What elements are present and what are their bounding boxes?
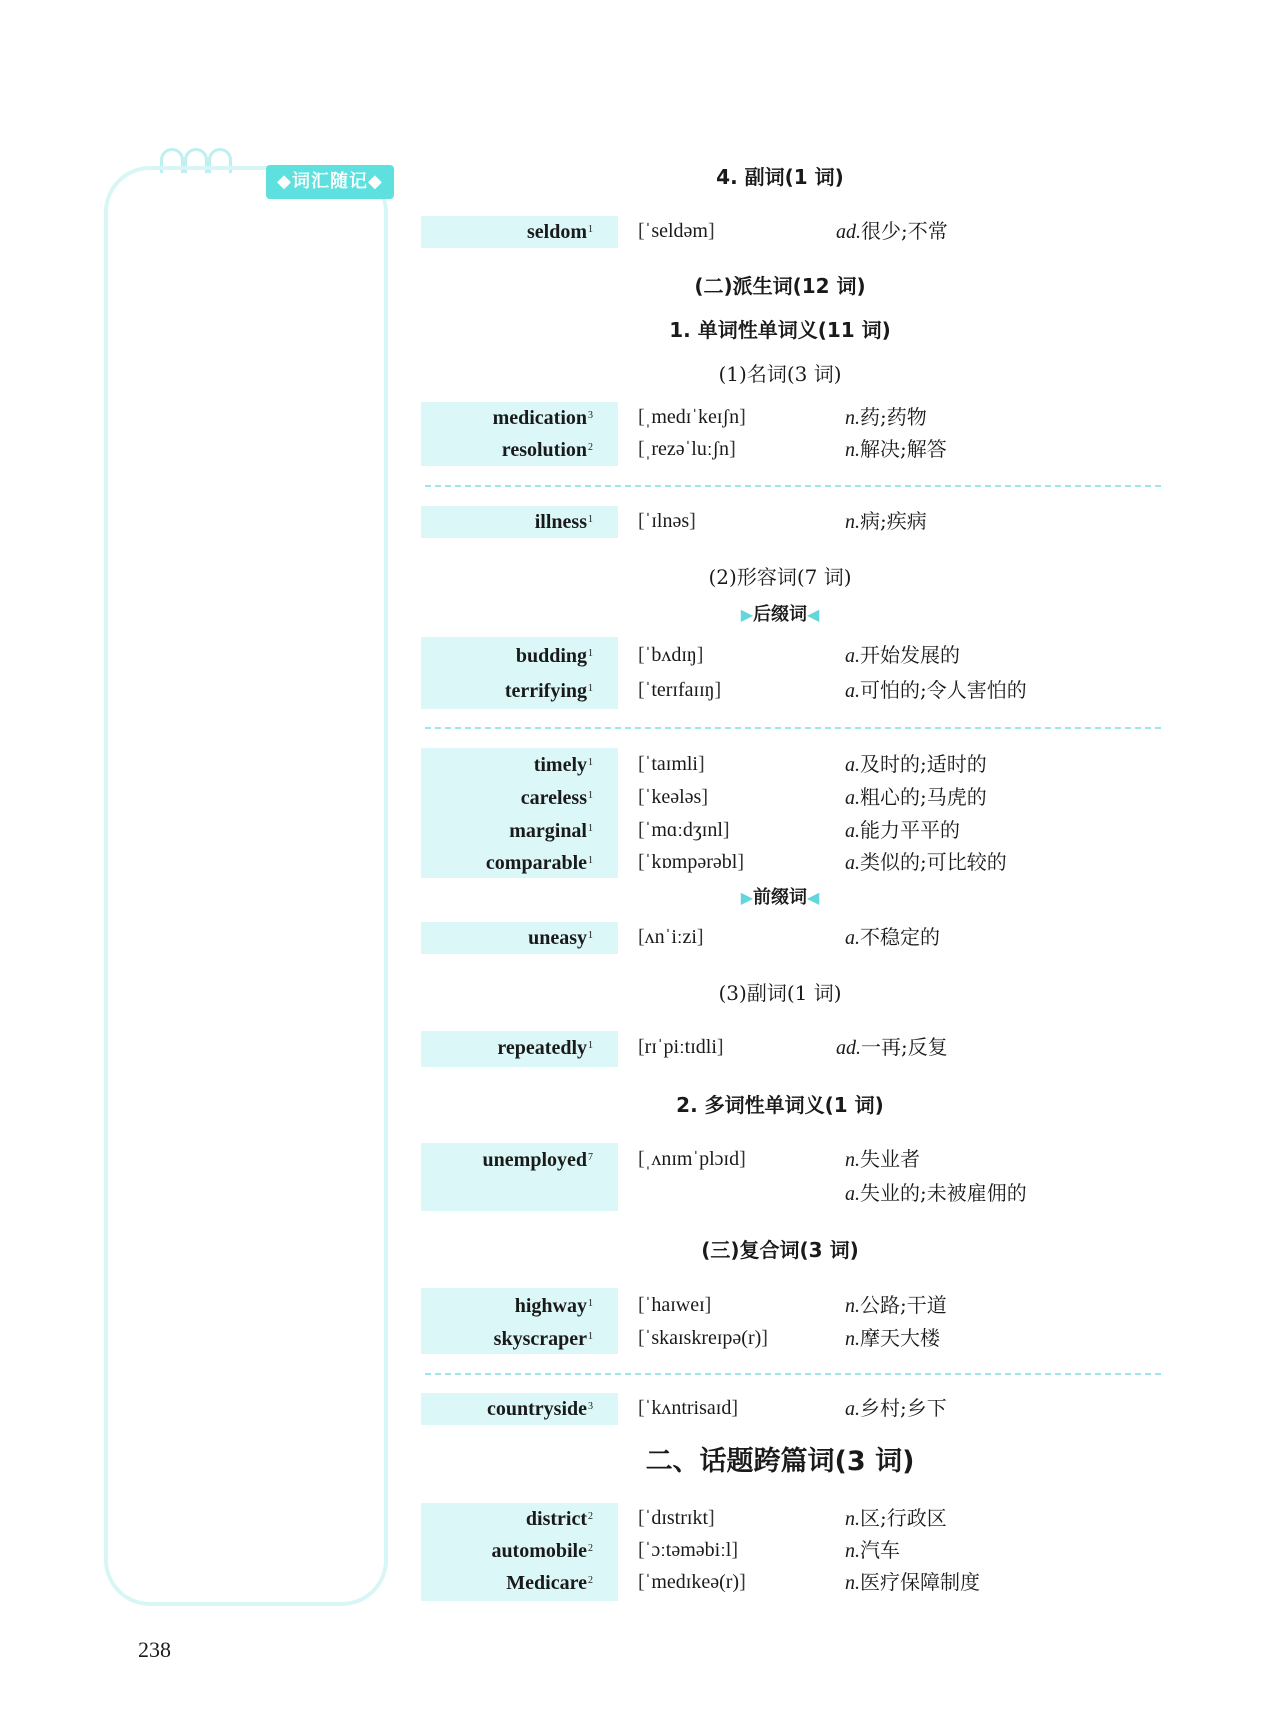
entry-definition-unemployed-noun: n.失业者 bbox=[845, 1147, 920, 1171]
entry-word-skyscraper: skyscraper$^1$ bbox=[493, 1328, 593, 1350]
entry-word-budding: budding$^1$ bbox=[515, 645, 593, 667]
entry-definition-automobile: n.汽车 bbox=[845, 1538, 900, 1562]
entry-definition-timely: a.及时的;适时的 bbox=[845, 752, 987, 776]
entry-definition-skyscraper: n.摩天大楼 bbox=[845, 1326, 940, 1350]
entry-word-terrifying: terrifying$^1$ bbox=[504, 680, 593, 702]
entry-definition-highway: n.公路;干道 bbox=[845, 1293, 947, 1317]
entry-phonetic-unemployed: [ˌʌnɪmˈplɔɪd] bbox=[638, 1148, 746, 1170]
entry-word-marginal: marginal$^1$ bbox=[509, 820, 593, 842]
entry-phonetic-illness: [ˈɪlnəs] bbox=[638, 510, 696, 532]
triangle-left-icon: ◀ bbox=[807, 888, 820, 907]
entry-phonetic-medicare: [ˈmedɪkeə(r)] bbox=[638, 1571, 746, 1593]
section-heading-multi-pos: 2. 多词性单词义(1 词) bbox=[676, 1093, 884, 1117]
entry-word-automobile: automobile$^2$ bbox=[491, 1540, 593, 1562]
entry-word-uneasy: uneasy$^1$ bbox=[528, 927, 593, 949]
entry-phonetic-medication: [ˌmedɪˈkeɪʃn] bbox=[638, 406, 746, 428]
subsection-heading-adverbs: (3)副词(1 词) bbox=[718, 981, 842, 1005]
divider bbox=[425, 1373, 1161, 1375]
triangle-right-icon: ▶ bbox=[740, 888, 753, 907]
entry-word-resolution: resolution$^2$ bbox=[501, 439, 593, 461]
entry-definition-medication: n.药;药物 bbox=[845, 405, 927, 429]
divider bbox=[425, 485, 1161, 487]
entry-definition-resolution: n.解决;解答 bbox=[845, 437, 947, 461]
triangle-left-icon: ◀ bbox=[807, 605, 820, 624]
entry-phonetic-district: [ˈdɪstrɪkt] bbox=[638, 1507, 715, 1529]
entry-definition-countryside: a.乡村;乡下 bbox=[845, 1396, 947, 1420]
triangle-right-icon: ▶ bbox=[740, 605, 753, 624]
entry-word-highway: highway$^1$ bbox=[514, 1295, 593, 1317]
entry-word-illness: illness$^1$ bbox=[534, 511, 593, 533]
entry-word-countryside: countryside$^3$ bbox=[487, 1398, 593, 1420]
entry-phonetic-automobile: [ˈɔːtəməbiːl] bbox=[638, 1539, 738, 1561]
entry-word-medicare: Medicare$^2$ bbox=[506, 1572, 593, 1594]
section-heading-topic: 二、话题跨篇词(3 词) bbox=[645, 1446, 915, 1477]
entry-phonetic-timely: [ˈtaɪmli] bbox=[638, 753, 705, 775]
entry-definition-medicare: n.医疗保障制度 bbox=[845, 1570, 980, 1594]
entry-definition-district: n.区;行政区 bbox=[845, 1506, 947, 1530]
entry-definition-budding: a.开始发展的 bbox=[845, 643, 960, 667]
entry-phonetic-careless: [ˈkeələs] bbox=[638, 786, 708, 808]
entry-definition-terrifying: a.可怕的;令人害怕的 bbox=[845, 678, 1027, 702]
entry-phonetic-skyscraper: [ˈskaɪskreɪpə(r)] bbox=[638, 1327, 768, 1349]
subsection-heading-adjectives: (2)形容词(7 词) bbox=[708, 565, 852, 589]
entry-word-careless: careless$^1$ bbox=[520, 787, 593, 809]
entry-word-repeatedly: repeatedly$^1$ bbox=[497, 1037, 593, 1059]
entry-word-unemployed: unemployed$^7$ bbox=[482, 1149, 593, 1171]
section-heading-adverb: 4. 副词(1 词) bbox=[716, 165, 844, 189]
entry-phonetic-seldom: [ˈseldəm] bbox=[638, 220, 715, 242]
section-heading-single-pos: 1. 单词性单词义(11 词) bbox=[669, 318, 891, 342]
entry-definition-seldom: ad.很少;不常 bbox=[836, 219, 948, 243]
entry-definition-illness: n.病;疾病 bbox=[845, 509, 927, 533]
entry-word-timely: timely$^1$ bbox=[533, 754, 593, 776]
entry-definition-unemployed-adj: a.失业的;未被雇佣的 bbox=[845, 1181, 1027, 1205]
entry-phonetic-highway: [ˈhaɪweɪ] bbox=[638, 1294, 712, 1316]
entry-definition-careless: a.粗心的;马虎的 bbox=[845, 785, 987, 809]
prefix-tag: ▶前缀词◀ bbox=[740, 887, 820, 908]
entry-phonetic-resolution: [ˌrezəˈluːʃn] bbox=[638, 438, 736, 460]
notes-panel bbox=[104, 166, 388, 1606]
entry-definition-repeatedly: ad.一再;反复 bbox=[836, 1035, 948, 1059]
page-number: 238 bbox=[138, 1637, 171, 1662]
section-heading-derived: (二)派生词(12 词) bbox=[694, 274, 866, 298]
entry-word-comparable: comparable$^1$ bbox=[485, 852, 593, 874]
entry-phonetic-comparable: [ˈkɒmpərəbl] bbox=[638, 851, 744, 873]
suffix-tag: ▶后缀词◀ bbox=[740, 604, 820, 625]
entry-phonetic-countryside: [ˈkʌntrisaɪd] bbox=[638, 1397, 738, 1419]
entry-definition-uneasy: a.不稳定的 bbox=[845, 925, 940, 949]
entry-phonetic-repeatedly: [rɪˈpiːtɪdli] bbox=[638, 1036, 724, 1058]
entry-phonetic-budding: [ˈbʌdɪŋ] bbox=[638, 644, 704, 666]
entry-definition-comparable: a.类似的;可比较的 bbox=[845, 850, 1007, 874]
section-heading-compound: (三)复合词(3 词) bbox=[701, 1238, 859, 1262]
entry-phonetic-uneasy: [ʌnˈiːzi] bbox=[638, 926, 704, 948]
entry-word-seldom: seldom$^1$ bbox=[527, 221, 593, 243]
entry-word-medication: medication$^3$ bbox=[492, 407, 593, 429]
notes-tag: ◆词汇随记◆ bbox=[266, 165, 394, 199]
entry-word-district: district$^2$ bbox=[525, 1508, 593, 1530]
entry-definition-marginal: a.能力平平的 bbox=[845, 818, 960, 842]
divider bbox=[425, 727, 1161, 729]
subsection-heading-nouns: (1)名词(3 词) bbox=[718, 362, 842, 386]
entry-phonetic-marginal: [ˈmɑːdʒɪnl] bbox=[638, 819, 730, 841]
entry-phonetic-terrifying: [ˈterɪfaɪɪŋ] bbox=[638, 679, 722, 701]
